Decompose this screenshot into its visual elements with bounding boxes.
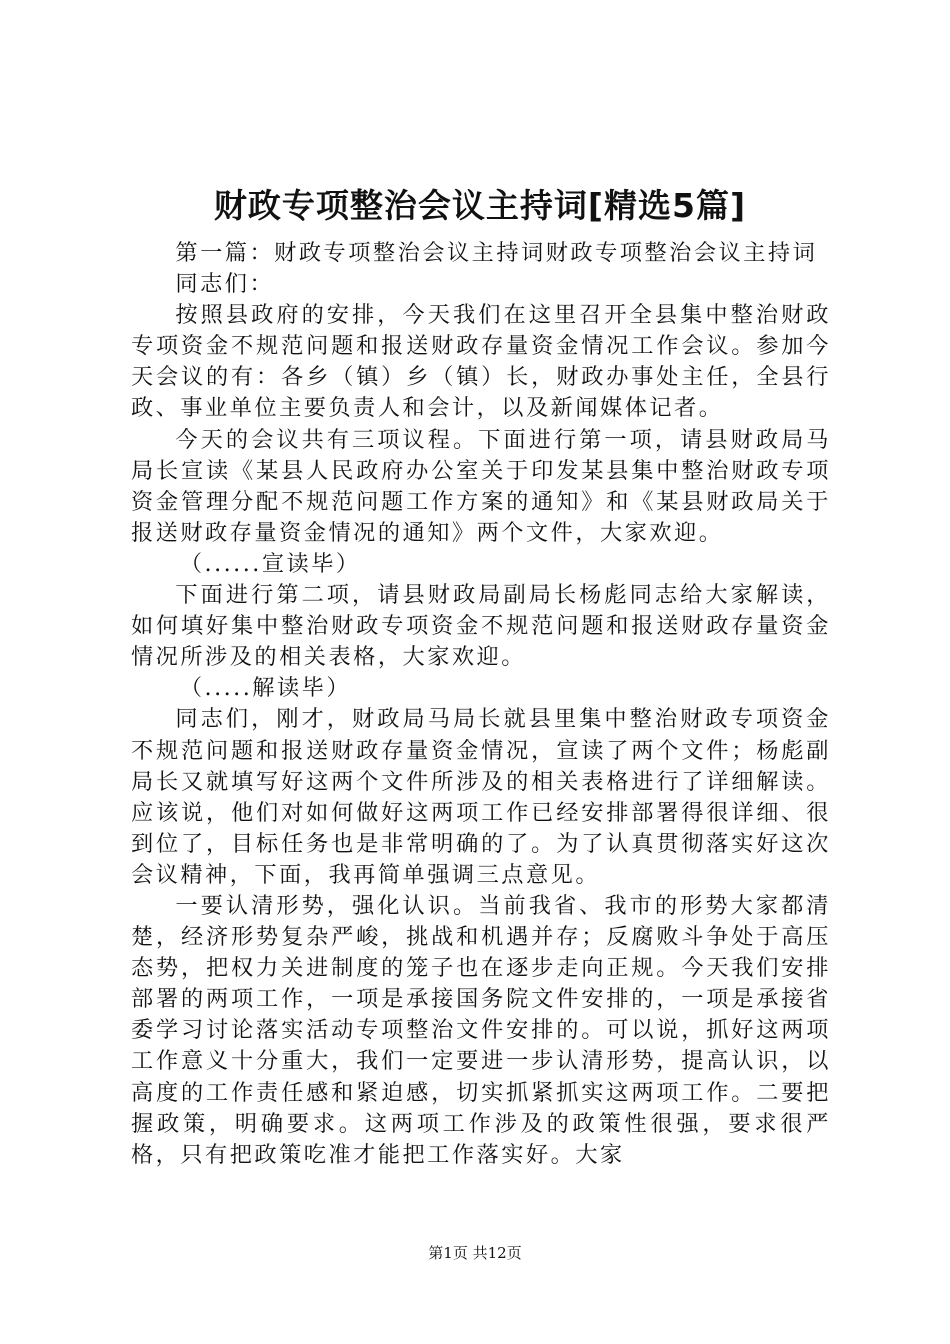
document-body [131, 238, 831, 1171]
page-footer: 第1页 共12页 [428, 1244, 522, 1262]
document-title: 财政专项整治会议主持词[精选5篇] [213, 186, 747, 225]
paragraph-agenda-second: 下面进行第二项，请县财政局副局长杨彪同志给大家解读，如何填好集中整治财政专项资金不规范问题和报送财政存量资金情况所涉及的相关表格，大家欢迎。 [131, 582, 831, 671]
paragraph-points: 一要认清形势，强化认识。当前我省、我市的形势大家都清楚，经济形势复杂严峻，挑战和机遇并存；反腐败斗争处于高压态势，把权力关进制度的笼子也在逐步走向正规。今天我们安排部署的两项工作，一项是承接国务院文件安排的，一项是承接省委学习讨论落实活动专项整治文件安排的。可以说，抓好这两项工作意义十分重大，我们一定要进一步认清形势，提高认识，以高度的工作责任感和紧迫感，切实抓紧抓实这两项工作。二要把握政策，明确要求。这两项工作涉及的政策性很强，要求很严格，只有把政策吃准才能把工作落实好。大家 [131, 892, 831, 1168]
paragraph-heading-first: 第一篇：财政专项整治会议主持词财政专项整治会议主持词 [175, 240, 818, 266]
paragraph-reading-done: （......宣读毕） [179, 550, 361, 577]
paragraph-summary: 同志们，刚才，财政局马局长就县里集中整治财政专项资金不规范问题和报送财政存量资金情况，宣读了两个文件；杨彪副局长又就填写好这两个文件所涉及的相关表格进行了详细解读。应该说，他们对如何做好这两项工作已经安排部署得很详细、很到位了，目标任务也是非常明确的了。为了认真贯彻落实好这次会议精神，下面，我再简单强调三点意见。 [131, 706, 831, 888]
paragraph-opening: 按照县政府的安排，今天我们在这里召开全县集中整治财政专项资金不规范问题和报送财政存量资金情况工作会议。参加今天会议的有：各乡（镇）乡（镇）长，财政办事处主任，全县行政、事业单位主要负责人和会计，以及新闻媒体记者。 [131, 302, 831, 422]
paragraph-salutation: 同志们： [175, 271, 275, 298]
paragraph-interpretation-done: （.....解读毕） [179, 675, 352, 702]
paragraph-agenda-first: 今天的会议共有三项议程。下面进行第一项，请县财政局马局长宣读《某县人民政府办公室关于印发某县集中整治财政专项资金管理分配不规范问题工作方案的通知》和《某县财政局关于报送财政存量资金情况的通知》两个文件，大家欢迎。 [131, 426, 831, 546]
